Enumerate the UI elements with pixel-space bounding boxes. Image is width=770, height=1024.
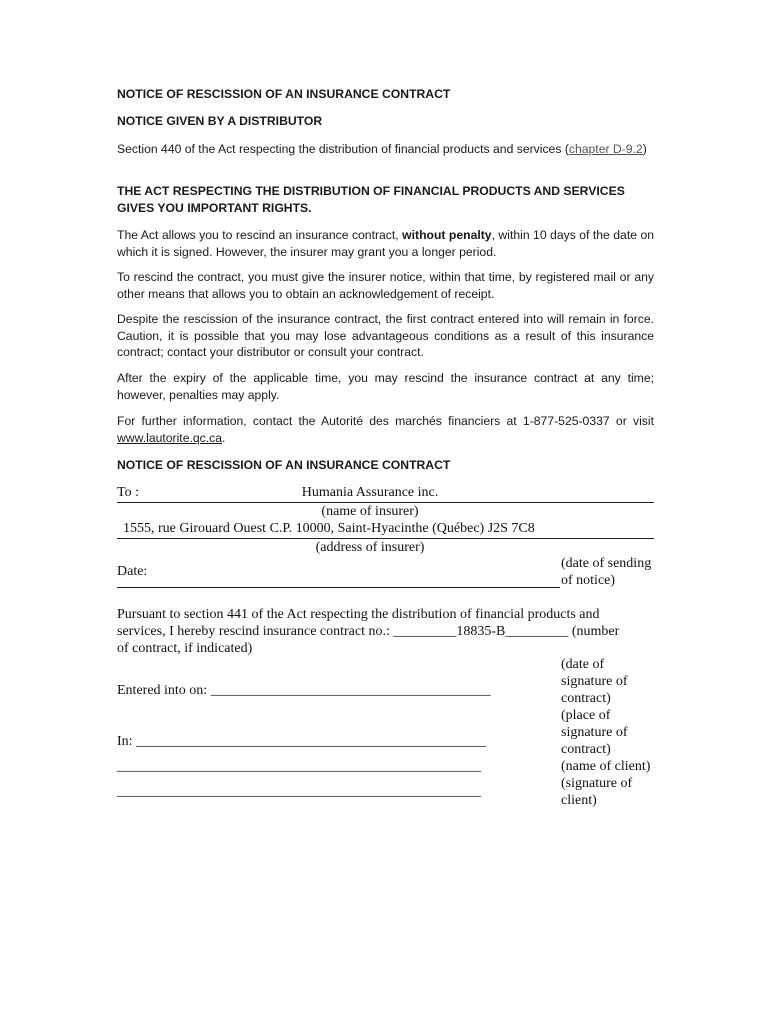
insurer-name[interactable]: Humania Assurance inc.: [301, 485, 439, 500]
pursuant-line-2: services, I hereby rescind insurance contract no.: _________18835-B_________ (number: [117, 624, 620, 639]
rights-heading: THE ACT RESPECTING THE DISTRIBUTION OF FINANCIAL PRODUCTS AND SERVICES GIVES YOU IMPORTANT RIGHTS.: [117, 184, 625, 215]
entered-into-field[interactable]: Entered into on: ________________________________________: [117, 683, 491, 698]
client-name-caption: (name of client): [561, 759, 651, 774]
section-text: Section 440 of the Act respecting the distribution of financial products and services (: [117, 142, 569, 156]
para1-end: , within 10 days of the date on which it is signed. However, the insurer may grant you a longer period.: [117, 228, 655, 259]
section-close: ): [642, 142, 647, 156]
place-field[interactable]: In: __________________________________________________: [117, 734, 487, 749]
paragraph-further-info: [117, 413, 654, 446]
insurer-address[interactable]: 1555, rue Girouard Ouest C.P. 10000, Saint-Hyacinthe (Québec) J2S 7C8: [123, 521, 535, 536]
date-line[interactable]: [117, 587, 560, 588]
in-caption-2: signature of: [561, 725, 628, 740]
entered-caption-1: (date of: [561, 657, 605, 672]
section-reference: [117, 141, 654, 158]
client-signature-caption-2: client): [561, 793, 597, 808]
para1-start: The Act allows you to rescind an insurance contract,: [117, 228, 403, 242]
entered-caption-2: signature of: [561, 674, 628, 689]
in-caption-1: (place of: [561, 708, 611, 723]
pursuant-line-1: Pursuant to section 441 of the Act respecting the distribution of financial products and: [117, 607, 600, 622]
client-name-field[interactable]: ____________________________________________________: [117, 759, 481, 774]
subtitle-distributor: NOTICE GIVEN BY A DISTRIBUTOR: [117, 114, 323, 128]
in-caption-3: contract): [561, 742, 611, 757]
website-link[interactable]: www.lautorite.qc.ca: [117, 430, 222, 445]
pursuant-line-3: of contract, if indicated): [117, 641, 253, 656]
client-signature-caption-1: (signature of: [561, 776, 633, 791]
para1-bold: without penalty: [402, 228, 492, 242]
form-title: NOTICE OF RESCISSION OF AN INSURANCE CONTRACT: [117, 458, 451, 472]
para5-end: .: [222, 430, 226, 445]
date-caption-1: (date of sending: [561, 556, 652, 571]
paragraph-rescind-penalty: [117, 227, 654, 260]
date-caption-2: of notice): [561, 573, 616, 588]
paragraph-expiry: After the expiry of the applicable time, you may rescind the insurance contract at any time; however, penalties may apply.: [117, 371, 654, 402]
main-title: NOTICE OF RESCISSION OF AN INSURANCE CONTRACT: [117, 87, 451, 101]
paragraph-notice: To rescind the contract, you must give the insurer notice, within that time, by registered mail or any other means that allows you to obtain an acknowledgement of receipt.: [117, 270, 654, 301]
para5-start: For further information, contact the Autorité des marchés financiers at 1-877-525-0337 or visit: [117, 414, 654, 428]
insurer-address-caption: (address of insurer): [315, 540, 425, 555]
insurer-name-caption: (name of insurer): [321, 504, 419, 519]
entered-caption-3: contract): [561, 691, 611, 706]
paragraph-caution: Despite the rescission of the insurance contract, the first contract entered into will remain in force. Caution, it is possible that you may lose advantageous conditions as a result of this insurance contract; contact your distributor or consult your contract.: [117, 312, 654, 359]
client-signature-field[interactable]: ____________________________________________________: [117, 784, 481, 799]
date-label: Date:: [117, 564, 148, 579]
to-label: To :: [117, 485, 139, 500]
chapter-link[interactable]: chapter D-9.2: [568, 142, 643, 156]
